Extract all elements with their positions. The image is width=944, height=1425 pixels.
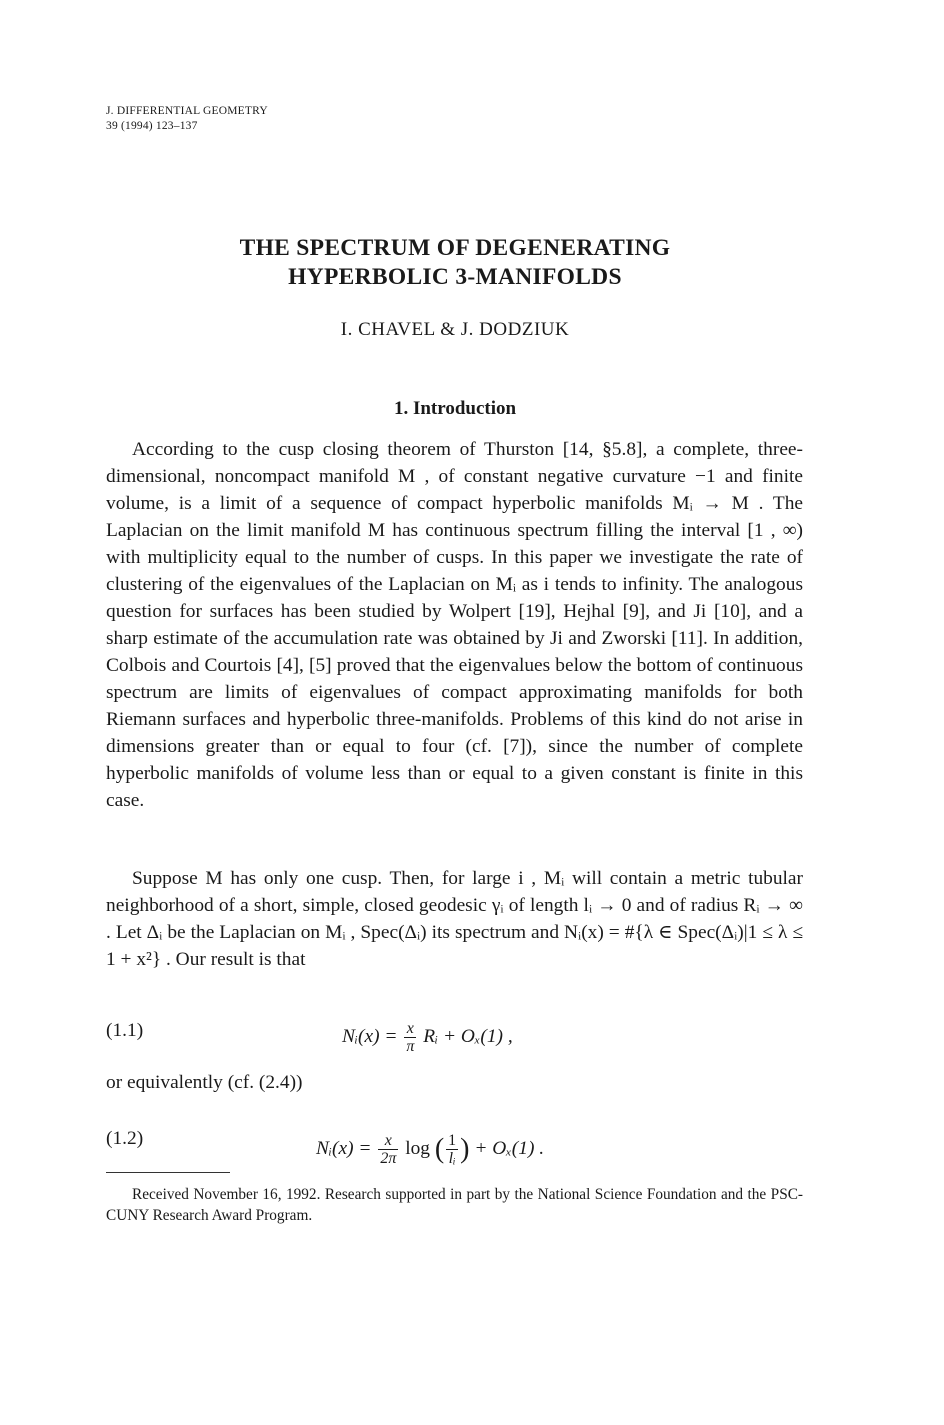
eq-lhs: Nᵢ(x) = bbox=[342, 1025, 398, 1047]
fraction bbox=[404, 1020, 416, 1055]
authors: I. CHAVEL & J. DODZIUK bbox=[340, 319, 570, 340]
equation-number: (1.2) bbox=[106, 1128, 144, 1149]
journal-name: J. DIFFERENTIAL GEOMETRY bbox=[106, 105, 268, 117]
title-line-2: HYPERBOLIC 3-MANIFOLDS bbox=[288, 264, 622, 290]
paper-title bbox=[0, 234, 910, 292]
footnote: Received November 16, 1992. Research supported in part by the National Science Foundation and the PSC-CUNY Research Award Program. bbox=[106, 1186, 803, 1224]
log-operator: log bbox=[405, 1137, 430, 1159]
fraction-denominator: π bbox=[406, 1038, 415, 1055]
left-paren: ( bbox=[434, 1133, 445, 1165]
equation-1-2 bbox=[106, 1120, 803, 1167]
inner-numerator: 1 bbox=[448, 1132, 457, 1149]
inner-denominator: lᵢ bbox=[448, 1150, 456, 1167]
section-heading: 1. Introduction bbox=[393, 398, 517, 419]
eq-rhs: Rᵢ + Oₓ(1) , bbox=[423, 1025, 513, 1047]
fraction bbox=[378, 1132, 398, 1167]
title-line-1: THE SPECTRUM OF DEGENERATING bbox=[239, 235, 671, 261]
paragraph-cusp: Suppose M has only one cusp. Then, for large i , Mᵢ will contain a metric tubular neighborhood of a short, simple, closed geodesic γᵢ of length lᵢ → 0 and of radius Rᵢ → ∞ . Let Δᵢ be the Laplacian on Mᵢ , Spec(Δᵢ) its spectrum and Nᵢ(x) = #{λ ∈ Spec(Δᵢ)|1 ≤ λ ≤ 1 + x²} . Our result is that bbox=[106, 868, 803, 970]
volume-pages: 39 (1994) 123–137 bbox=[106, 120, 198, 132]
equation-1-1 bbox=[106, 1012, 803, 1055]
fraction-numerator: x bbox=[404, 1020, 416, 1038]
fraction-numerator: x bbox=[378, 1132, 398, 1150]
equation-formula bbox=[342, 1020, 513, 1055]
eq-lhs: Nᵢ(x) = bbox=[316, 1137, 372, 1159]
equation-formula bbox=[316, 1132, 544, 1167]
journal-header bbox=[106, 104, 268, 134]
equation-number: (1.1) bbox=[106, 1020, 144, 1041]
paragraph-equivalently: or equivalently (cf. (2.4)) bbox=[106, 1072, 303, 1093]
right-paren: ) bbox=[460, 1133, 470, 1165]
eq-rhs: + Oₓ(1) . bbox=[474, 1137, 545, 1159]
paragraph-intro: According to the cusp closing theorem of Thurston [14, §5.8], a complete, three-dimensional, noncompact manifold M , of constant negative curvature −1 and finite volume, is a limit of a sequence of compact hyperbolic manifolds Mᵢ → M . The Laplacian on the limit manifold M has continuous spectrum filling the interval [1 , ∞) with multiplicity equal to the number of cusps. In this paper we investigate the rate of clustering of the eigenvalues of the Laplacian on Mᵢ as i tends to infinity. The analogous question for surfaces has been studied by Wolpert [19], Hejhal [9], and Ji [10], and a sharp estimate of the accumulation rate was obtained by Ji and Zworski [11]. In addition, Colbois and Courtois [4], [5] proved that the eigenvalues below the bottom of continuous spectrum are limits of eigenvalues of compact approximating manifolds for both Riemann surfaces and hyperbolic three-manifolds. Problems of this kind do not arise in dimensions greater than or equal to four (cf. [7]), since the number of complete hyperbolic manifolds of volume less than or equal to a given constant is finite in this case. bbox=[106, 439, 803, 811]
fraction-denominator: 2π bbox=[380, 1150, 397, 1167]
inner-fraction bbox=[446, 1132, 458, 1167]
footnote-rule bbox=[106, 1172, 230, 1173]
